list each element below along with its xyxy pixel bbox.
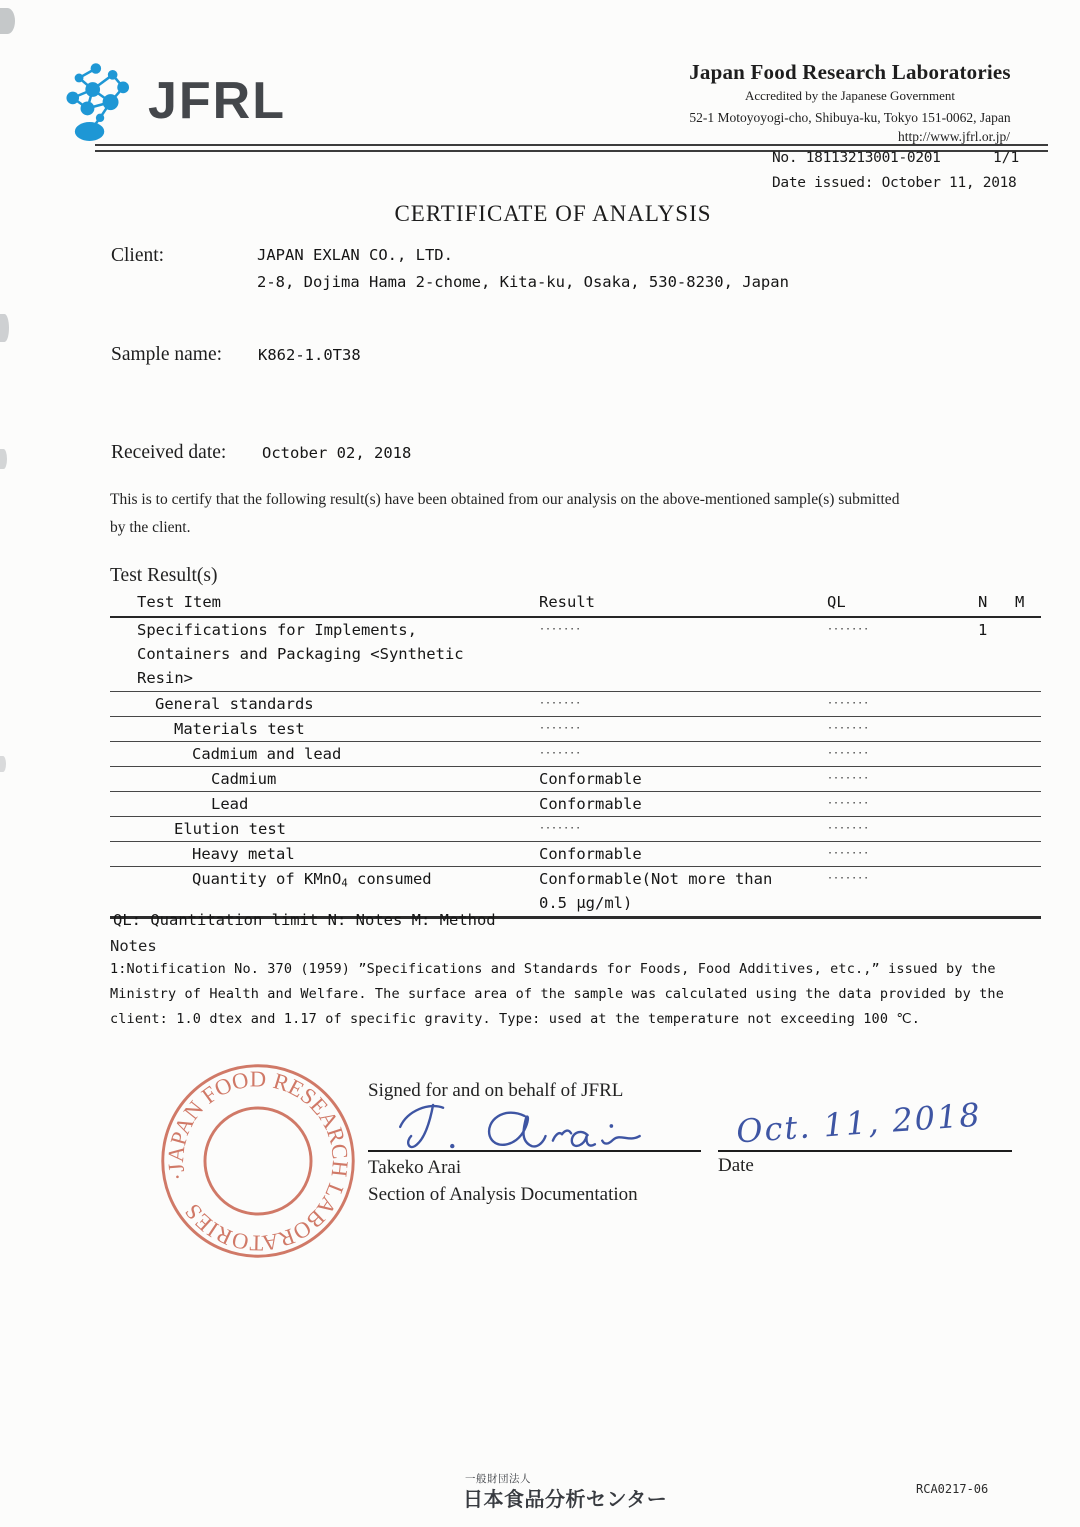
scan-artifact [0, 449, 7, 469]
scan-artifact [0, 756, 6, 772]
letterhead [640, 60, 1060, 145]
note-line: 1:Notification No. 370 (1959) ”Specifications and Standards for Foods, Food Additives, etc.,” issued by the [110, 961, 996, 977]
col-header-m: M [1015, 593, 1025, 611]
footer-org-type-jp: 一般財団法人 [465, 1473, 531, 1485]
date-line [718, 1150, 1012, 1152]
notes-heading: Notes [110, 937, 157, 955]
note-line: Ministry of Health and Welfare. The surface area of the sample was calculated using the data provided by the [110, 986, 1004, 1002]
jfrl-round-stamp [150, 1053, 366, 1269]
stamp-ring-text: ·JAPAN FOOD RESEARCH LABORATORIES [162, 1066, 354, 1256]
table-row: Materials test ······· ······· [110, 717, 1041, 742]
received-date-label: Received date: [111, 442, 227, 463]
certification-statement: This is to certify that the following result(s) have been obtained from our analysis on the above-mentioned sample(s) submitted [110, 491, 900, 508]
table-row: General standards ······· ······· [110, 692, 1041, 717]
table-row: Specifications for Implements, Containers and Packaging <Synthetic Resin> ······· ······· 1 [110, 618, 1041, 692]
table-header-row [110, 590, 1041, 618]
signature-text [0, 0, 1, 1]
accreditation-line: Accredited by the Japanese Government [744, 88, 956, 103]
jfrl-logo [58, 55, 378, 145]
org-name: Japan Food Research Laboratories [689, 60, 1011, 84]
client-address: 2-8, Dojima Hama 2-chome, Kita-ku, Osaka, 530-8230, Japan [257, 273, 789, 291]
sample-name-label: Sample name: [111, 344, 223, 365]
page-indicator: 1/1 [993, 150, 1020, 166]
form-code: RCA0217-06 [916, 1482, 989, 1496]
certification-statement: by the client. [110, 519, 191, 536]
client-name: JAPAN EXLAN CO., LTD. [257, 246, 453, 264]
svg-text:·JAPAN FOOD RESEARCH LABORATOR [150, 1053, 366, 1269]
jfrl-brand-text: JFRL [148, 72, 286, 130]
signed-on-behalf-label: Signed for and on behalf of JFRL [368, 1080, 624, 1101]
org-address: 52-1 Motoyoyogi-cho, Shibuya-ku, Tokyo 151-0062, Japan [689, 110, 1011, 125]
scan-artifact [0, 8, 15, 34]
test-results-table [110, 590, 1041, 919]
date-label: Date [718, 1155, 754, 1176]
table-row: Cadmium Conformable ······· [110, 767, 1041, 792]
molecule-network-icon [58, 58, 140, 142]
table-legend: QL: Quantitation limit N: Notes M: Method [113, 911, 496, 929]
handwritten-date: Oct. 11, 2018 [734, 1095, 983, 1151]
signer-name: Takeko Arai [368, 1157, 462, 1178]
table-row: Lead Conformable ······· [110, 792, 1041, 817]
table-row: Heavy metal Conformable ······· [110, 842, 1041, 867]
org-url: http://www.jfrl.or.jp/ [898, 129, 1010, 144]
signature-line [368, 1150, 701, 1152]
sample-name-value: K862-1.0T38 [258, 346, 361, 364]
footer-org-name-jp: 日本食品分析センター [463, 1489, 668, 1511]
scan-artifact [0, 314, 9, 342]
received-date-value: October 02, 2018 [262, 444, 412, 462]
client-label: Client: [111, 245, 165, 266]
table-row: Cadmium and lead ······· ······· [110, 742, 1041, 767]
document-title: CERTIFICATE OF ANALYSIS [394, 201, 712, 226]
note-line: client: 1.0 dtex and 1.17 of specific gravity. Type: used at the temperature not exceeding 100 ℃. [110, 1011, 920, 1027]
col-header-ql: QL [827, 593, 846, 611]
col-header-test-item: Test Item [137, 593, 221, 611]
table-row: Quantity of KMnO$_4$ consumed Conformable(Not more than 0.5 μg/ml) ······· [192, 870, 870, 912]
handwritten-signature [382, 1094, 667, 1158]
date-issued: Date issued: October 11, 2018 [772, 175, 1017, 191]
col-header-n: N [978, 593, 988, 611]
signer-title: Section of Analysis Documentation [368, 1184, 638, 1205]
col-header-result: Result [539, 593, 595, 611]
document-number: No. 18113213001-0201 [772, 150, 941, 166]
table-row: Elution test ······· ······· [110, 817, 1041, 842]
test-results-heading: Test Result(s) [110, 565, 218, 586]
